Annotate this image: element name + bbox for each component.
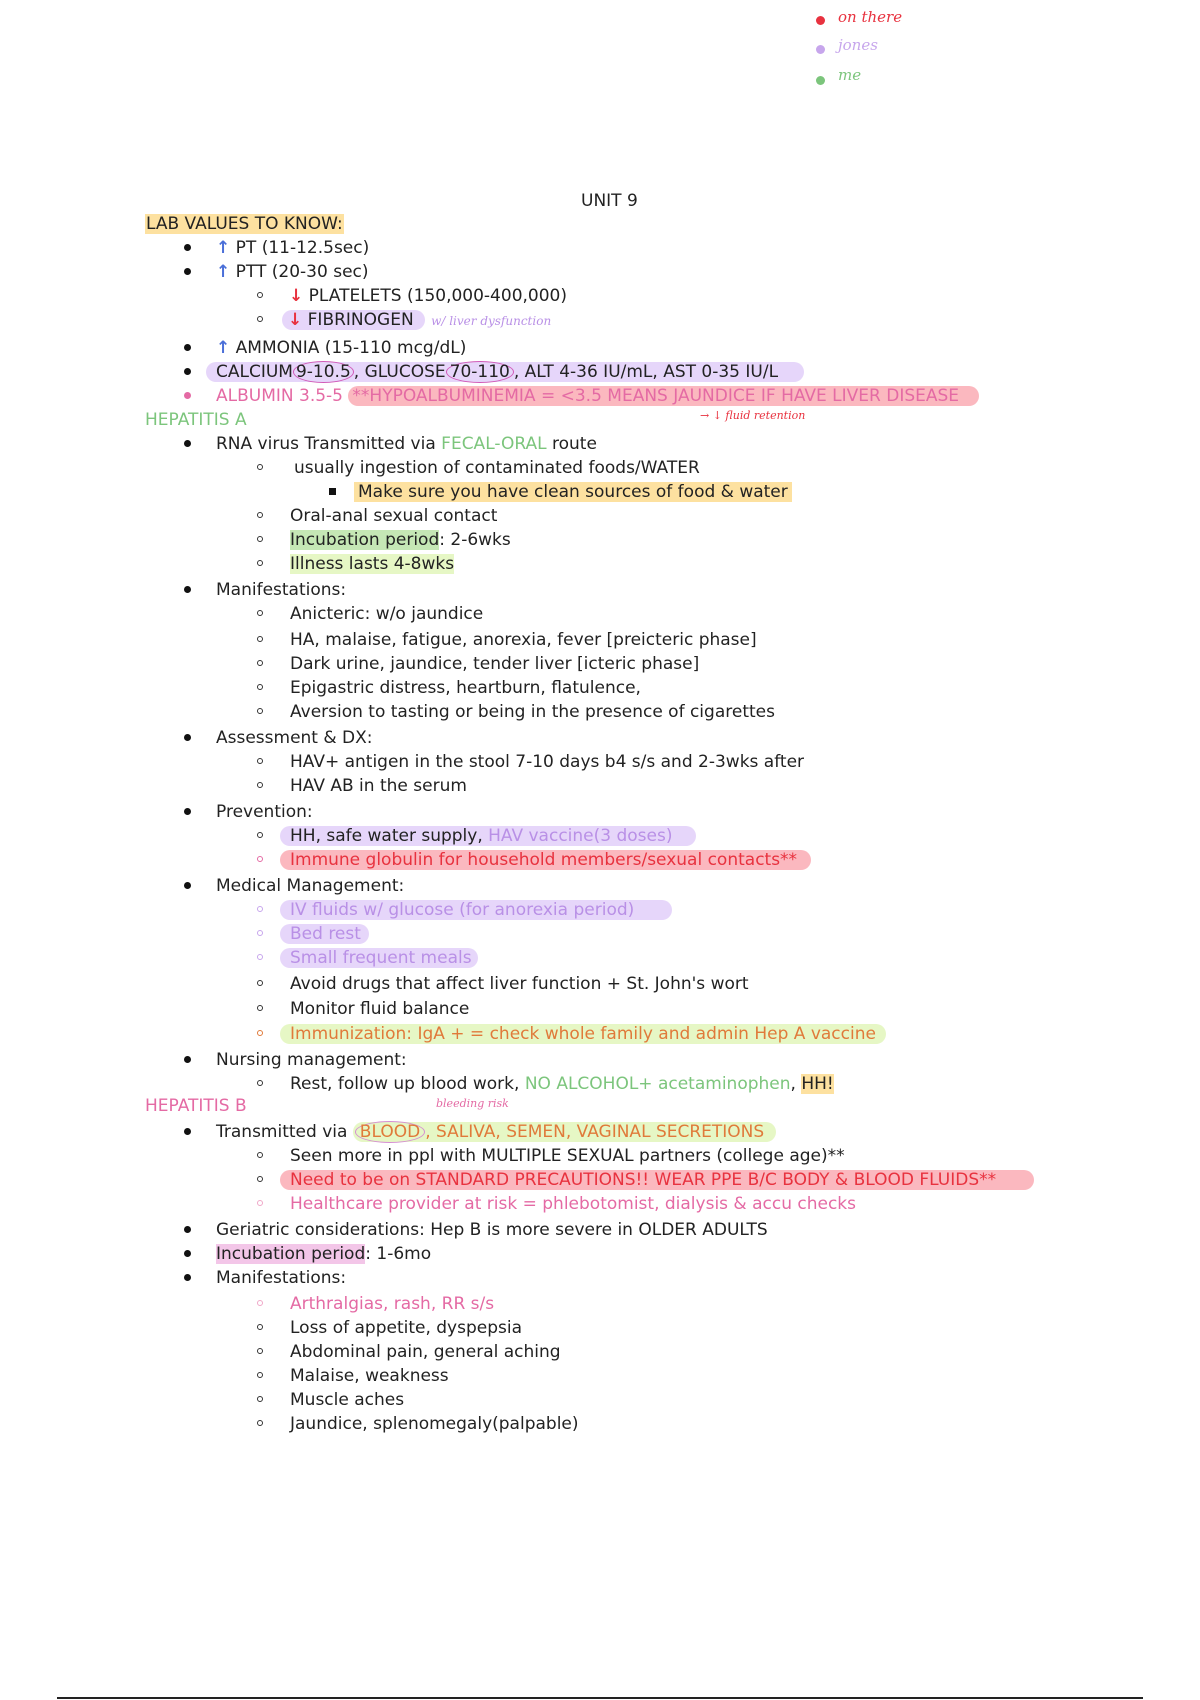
sub-bullet — [257, 1030, 263, 1036]
hepa-illness — [290, 553, 454, 575]
hepa-a2: HAV AB in the serum — [290, 776, 467, 796]
hepa-rna — [216, 433, 597, 455]
hepa-rna-route: FECAL-ORAL — [441, 434, 547, 454]
sub-bullet — [257, 1300, 263, 1306]
sub-bullet — [257, 610, 263, 616]
sub-bullet — [257, 1152, 263, 1158]
arrow-down-icon: ↓ — [288, 310, 303, 330]
hepa-oral: Oral-anal sexual contact — [290, 506, 498, 526]
fibrinogen-note: w/ liver dysfunction — [431, 314, 552, 328]
arrow-up-icon: ↑ — [216, 262, 231, 282]
hepa-m2: HA, malaise, fatigue, anorexia, fever [preicteric phase] — [290, 630, 757, 650]
hepa-med: Medical Management: — [216, 876, 405, 896]
sub-bullet — [257, 1200, 263, 1206]
hepa-med6-text: Immunization: IgA + = check whole family and admin Hep A vaccine — [280, 1024, 886, 1044]
hepa-med6 — [280, 1023, 886, 1045]
hepa-n1-sep: , — [790, 1074, 802, 1094]
sub-bullet — [257, 906, 263, 912]
hepb-t3: Healthcare provider at risk = phlebotomist, dialysis & accu checks — [290, 1194, 857, 1214]
bullet — [184, 586, 191, 593]
hepa-m4: Epigastric distress, heartburn, flatulence, — [290, 678, 641, 698]
bullet — [184, 882, 191, 889]
hepb-trans-pre: Transmitted via — [216, 1122, 353, 1142]
bullet — [184, 808, 191, 815]
hepa-n1-hh: HH! — [801, 1074, 834, 1094]
hepb-manifest: Manifestations: — [216, 1268, 347, 1288]
sub-bullet — [257, 954, 263, 960]
page-bottom-rule — [57, 1697, 1143, 1699]
hepb-m2: Loss of appetite, dyspepsia — [290, 1318, 523, 1338]
page-title: UNIT 9 — [581, 191, 638, 211]
lab-albumin — [216, 385, 979, 407]
hepb-t1: Seen more in ppl with MULTIPLE SEXUAL partners (college age)** — [290, 1146, 845, 1166]
hepa-prevention: Prevention: — [216, 802, 313, 822]
hepa-incubation-value: : 2-6wks — [439, 530, 511, 550]
sub-bullet — [257, 1080, 263, 1086]
legend-dot-green — [816, 76, 825, 85]
bullet — [184, 440, 191, 447]
blood-note: bleeding risk — [436, 1097, 509, 1110]
bullet — [184, 1274, 191, 1281]
hepa-incubation-label: Incubation period — [290, 530, 440, 550]
lab-platelets — [289, 285, 567, 307]
hepa-med4: Avoid drugs that affect liver function + St. John's wort — [290, 974, 749, 994]
hepb-trans-blood: BLOOD — [355, 1121, 425, 1143]
sub-bullet — [257, 560, 263, 566]
lab-calcium-glucose — [206, 361, 804, 383]
legend-dot-purple — [816, 45, 825, 54]
hepa-p1-highlight — [280, 826, 696, 846]
legend-label-me: me — [838, 66, 862, 84]
hepb-geriatric: Geriatric considerations: Hep B is more severe in OLDER ADULTS — [216, 1220, 768, 1240]
sub-bullet — [257, 708, 263, 714]
hepa-n1 — [290, 1073, 834, 1095]
hepb-incubation-label: Incubation period — [216, 1244, 366, 1264]
hepb-t2-text: Need to be on STANDARD PRECAUTIONS!! WEAR PPE B/C BODY & BLOOD FLUIDS** — [280, 1170, 1034, 1190]
calcium-label: CALCIUM — [216, 362, 293, 382]
calcium-glucose-highlight — [206, 362, 804, 382]
sub-bullet — [257, 684, 263, 690]
bullet — [184, 1226, 191, 1233]
hepa-med1 — [280, 899, 672, 921]
hepa-n1-green: NO ALCOHOL+ acetaminophen — [524, 1074, 791, 1094]
hepb-heading: HEPATITIS B — [145, 1096, 247, 1116]
hepa-illness-text: Illness lasts 4-8wks — [290, 554, 455, 574]
hepb-m3: Abdominal pain, general aching — [290, 1342, 561, 1362]
hepa-p1 — [280, 825, 696, 847]
hepb-incubation — [216, 1243, 431, 1265]
hepb-transmitted — [216, 1121, 776, 1143]
fibrinogen-highlight — [282, 310, 425, 330]
hepa-n1-pre: Rest, follow up blood work, — [290, 1074, 525, 1094]
bullet — [184, 734, 191, 741]
arrow-up-icon: ↑ — [216, 238, 231, 258]
legend-label-jones: jones — [838, 36, 878, 54]
bullet — [184, 1250, 191, 1257]
hepa-manifest: Manifestations: — [216, 580, 347, 600]
hepa-med5: Monitor fluid balance — [290, 999, 470, 1019]
lab-heading-text: LAB VALUES TO KNOW: — [146, 214, 343, 234]
legend-label-on-there: on there — [838, 8, 903, 26]
hepa-clean — [354, 481, 792, 503]
lab-ammonia-text: AMMONIA (15-110 mcg/dL) — [235, 338, 467, 358]
hepa-rna-pre: RNA virus Transmitted via — [216, 434, 442, 454]
sub-bullet — [257, 856, 263, 862]
sub-sub-bullet — [329, 488, 336, 495]
hepa-m3: Dark urine, jaundice, tender liver [icteric phase] — [290, 654, 700, 674]
lab-fibrinogen-text: FIBRINOGEN — [307, 310, 414, 330]
lab-ptt — [216, 261, 369, 283]
calcium-value: 9-10.5 — [293, 361, 354, 383]
hepb-trans-highlight — [353, 1122, 776, 1142]
sub-bullet — [257, 636, 263, 642]
alt-ast-text: , ALT 4-36 IU/mL, AST 0-35 IU/L — [513, 362, 779, 382]
sub-bullet — [257, 1348, 263, 1354]
hepa-med3 — [280, 947, 478, 969]
sub-bullet — [257, 1372, 263, 1378]
hepa-p2 — [280, 849, 811, 871]
bullet — [184, 392, 191, 399]
sub-bullet — [257, 1324, 263, 1330]
sub-bullet — [257, 660, 263, 666]
hepb-m4: Malaise, weakness — [290, 1366, 449, 1386]
hepa-nursing: Nursing management: — [216, 1050, 407, 1070]
bullet — [184, 1128, 191, 1135]
hepb-m5: Muscle aches — [290, 1390, 405, 1410]
arrow-up-icon: ↑ — [216, 338, 231, 358]
arrow-down-icon: ↓ — [289, 286, 304, 306]
bullet — [184, 344, 191, 351]
hepa-assess: Assessment & DX: — [216, 728, 373, 748]
sub-bullet — [257, 758, 263, 764]
hepa-a1: HAV+ antigen in the stool 7-10 days b4 s/s and 2-3wks after — [290, 752, 805, 772]
glucose-value: 70-110 — [446, 361, 514, 383]
hepa-med2-text: Bed rest — [280, 924, 369, 944]
sub-bullet — [257, 980, 263, 986]
hepa-m1: Anicteric: w/o jaundice — [290, 604, 484, 624]
sub-bullet — [257, 512, 263, 518]
bullet — [184, 368, 191, 375]
albumin-text: ALBUMIN 3.5-5 — [216, 386, 343, 406]
hepb-trans-rest: , SALIVA, SEMEN, VAGINAL SECRETIONS — [425, 1122, 765, 1142]
sub-bullet — [257, 1176, 263, 1182]
hepa-p1-pre: HH, safe water supply, — [290, 826, 489, 846]
hepa-ingestion: usually ingestion of contaminated foods/WATER — [294, 458, 700, 478]
sub-bullet — [257, 536, 263, 542]
hepb-t2 — [280, 1169, 1034, 1191]
hepa-incubation — [290, 529, 511, 551]
glucose-label: , GLUCOSE — [353, 362, 446, 382]
sub-bullet — [257, 930, 263, 936]
hepb-incubation-value: : 1-6mo — [365, 1244, 432, 1264]
sub-bullet — [257, 782, 263, 788]
hepa-med3-text: Small frequent meals — [280, 948, 478, 968]
hepa-med1-text: IV fluids w/ glucose (for anorexia period) — [280, 900, 672, 920]
hepa-med2 — [280, 923, 369, 945]
lab-ammonia — [216, 337, 466, 359]
lab-pt-text: PT (11-12.5sec) — [235, 238, 370, 258]
bullet — [184, 268, 191, 275]
lab-heading — [145, 213, 344, 235]
sub-bullet — [257, 292, 263, 298]
hepa-heading: HEPATITIS A — [145, 410, 247, 430]
legend-dot-red — [816, 16, 825, 25]
sub-bullet — [257, 1420, 263, 1426]
lab-fibrinogen — [282, 309, 551, 332]
hypo-note: → ↓ fluid retention — [700, 409, 806, 422]
lab-platelets-text: PLATELETS (150,000-400,000) — [308, 286, 567, 306]
hypoalbuminemia-highlight: **HYPOALBUMINEMIA = <3.5 MEANS JAUNDICE IF HAVE LIVER DISEASE — [348, 386, 979, 406]
hepb-m6: Jaundice, splenomegaly(palpable) — [290, 1414, 579, 1434]
hepa-clean-text: Make sure you have clean sources of food & water — [354, 482, 792, 502]
hepa-p2-text: Immune globulin for household members/sexual contacts** — [280, 850, 811, 870]
hepb-m1: Arthralgias, rash, RR s/s — [290, 1294, 495, 1314]
bullet — [184, 244, 191, 251]
hepa-m5: Aversion to tasting or being in the presence of cigarettes — [290, 702, 775, 722]
sub-bullet — [257, 832, 263, 838]
lab-pt — [216, 237, 369, 259]
lab-ptt-text: PTT (20-30 sec) — [235, 262, 369, 282]
hepa-p1-vaccine: HAV vaccine(3 doses) — [488, 826, 673, 846]
sub-bullet — [257, 464, 263, 470]
hepa-rna-post: route — [546, 434, 597, 454]
sub-bullet — [257, 1005, 263, 1011]
bullet — [184, 1056, 191, 1063]
sub-bullet — [257, 316, 263, 322]
sub-bullet — [257, 1396, 263, 1402]
